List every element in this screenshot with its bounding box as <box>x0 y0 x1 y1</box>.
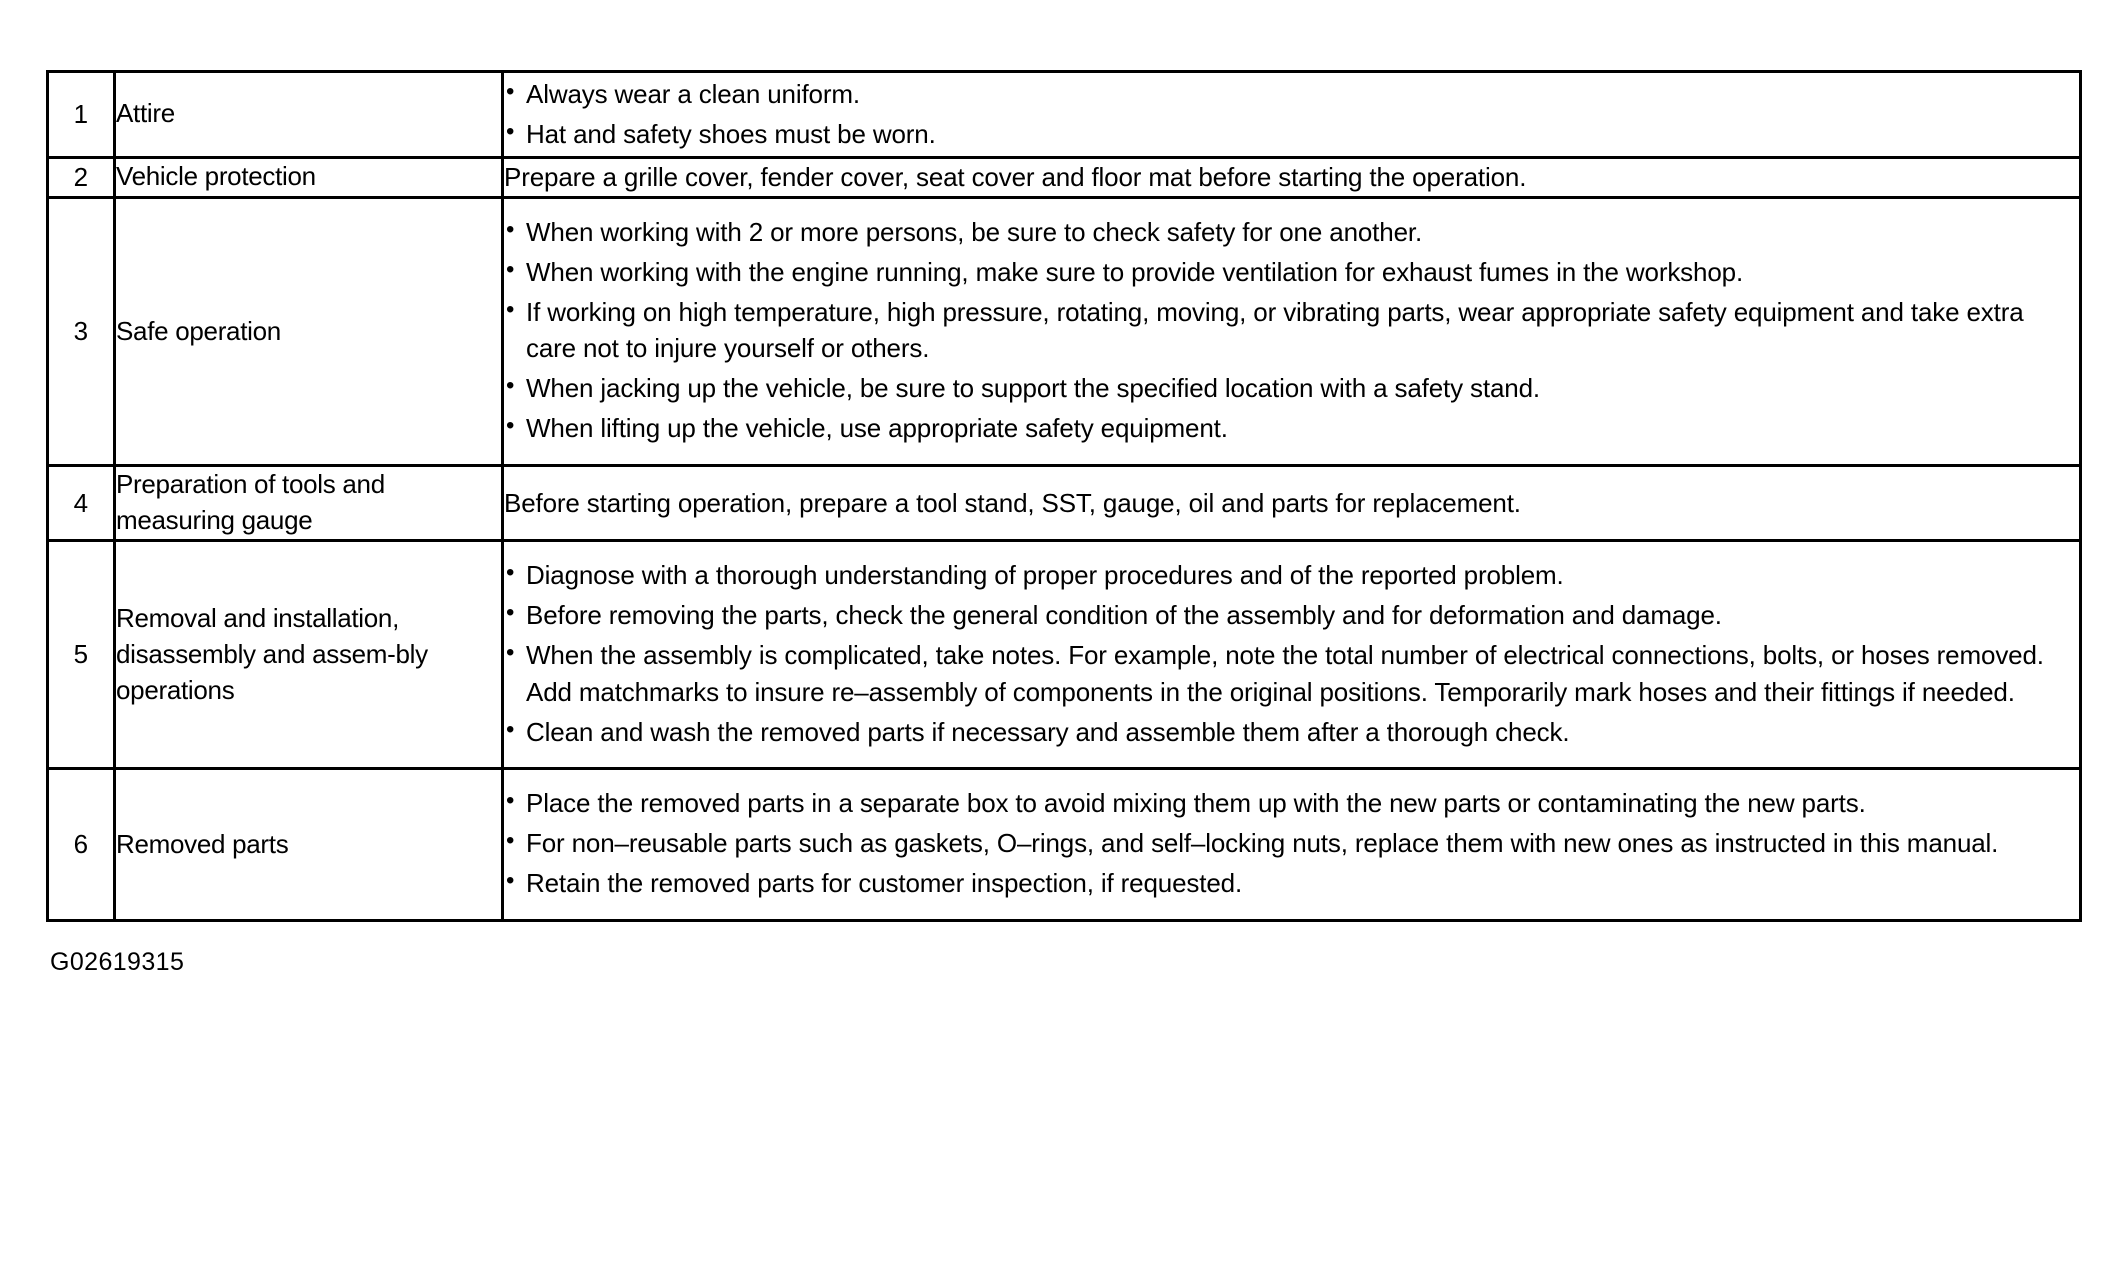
row-topic: Removal and installation, disassembly and assem-bly operations <box>115 540 503 769</box>
detail-bullet-list <box>504 785 2079 902</box>
detail-bullet-list <box>504 76 2079 153</box>
detail-bullet: • When jacking up the vehicle, be sure to support the specified location with a safety stand. <box>504 370 2079 407</box>
row-number: 2 <box>48 157 115 197</box>
detail-bullet: • When working with the engine running, make sure to provide ventilation for exhaust fumes in the workshop. <box>504 254 2079 291</box>
table-row <box>48 466 2081 541</box>
row-number: 4 <box>48 466 115 541</box>
detail-bullet: • For non–reusable parts such as gaskets, O–rings, and self–locking nuts, replace them with new ones as instructed in this manual. <box>504 825 2079 862</box>
detail-bullet: • When lifting up the vehicle, use appropriate safety equipment. <box>504 410 2079 447</box>
row-number: 6 <box>48 769 115 921</box>
detail-bullet-list <box>504 214 2079 447</box>
table-row <box>48 197 2081 465</box>
detail-bullet-list <box>504 557 2079 751</box>
row-topic: Safe operation <box>115 197 503 465</box>
row-detail <box>503 466 2081 541</box>
row-number: 1 <box>48 72 115 158</box>
row-detail <box>503 197 2081 465</box>
detail-bullet: • Before removing the parts, check the general condition of the assembly and for deformation and damage. <box>504 597 2079 634</box>
table-row <box>48 769 2081 921</box>
row-topic: Vehicle protection <box>115 157 503 197</box>
table-body <box>48 72 2081 921</box>
row-topic: Removed parts <box>115 769 503 921</box>
row-detail <box>503 769 2081 921</box>
detail-text: Prepare a grille cover, fender cover, seat cover and floor mat before starting the operation. <box>504 161 1527 192</box>
detail-bullet: • When working with 2 or more persons, be sure to check safety for one another. <box>504 214 2079 251</box>
detail-bullet: • Clean and wash the removed parts if necessary and assemble them after a thorough check. <box>504 714 2079 751</box>
row-detail <box>503 540 2081 769</box>
row-detail <box>503 72 2081 158</box>
table-row <box>48 157 2081 197</box>
detail-bullet: • Always wear a clean uniform. <box>504 76 2079 113</box>
detail-bullet: • Hat and safety shoes must be worn. <box>504 116 2079 153</box>
row-detail <box>503 157 2081 197</box>
detail-bullet: • If working on high temperature, high pressure, rotating, moving, or vibrating parts, wear appropriate safety equipment and take extra care not to injure yourself or others. <box>504 294 2079 368</box>
detail-bullet: • Diagnose with a thorough understanding of proper procedures and of the reported problem. <box>504 557 2079 594</box>
general-repair-instructions-table <box>46 70 2082 922</box>
detail-bullet: • Retain the removed parts for customer inspection, if requested. <box>504 865 2079 902</box>
detail-bullet: • Place the removed parts in a separate box to avoid mixing them up with the new parts or contaminating the new parts. <box>504 785 2079 822</box>
table-row <box>48 72 2081 158</box>
figure-reference-code: G02619315 <box>50 948 185 977</box>
table-row <box>48 540 2081 769</box>
row-number: 5 <box>48 540 115 769</box>
row-topic: Attire <box>115 72 503 158</box>
row-number: 3 <box>48 197 115 465</box>
detail-bullet: • When the assembly is complicated, take notes. For example, note the total number of electrical connections, bolts, or hoses removed. Add matchmarks to insure re–assembly of components in the original positions. Temporarily mark hoses and their fittings if needed. <box>504 637 2079 711</box>
detail-text: Before starting operation, prepare a tool stand, SST, gauge, oil and parts for replacement. <box>504 487 1521 518</box>
row-topic: Preparation of tools and measuring gauge <box>115 466 503 541</box>
